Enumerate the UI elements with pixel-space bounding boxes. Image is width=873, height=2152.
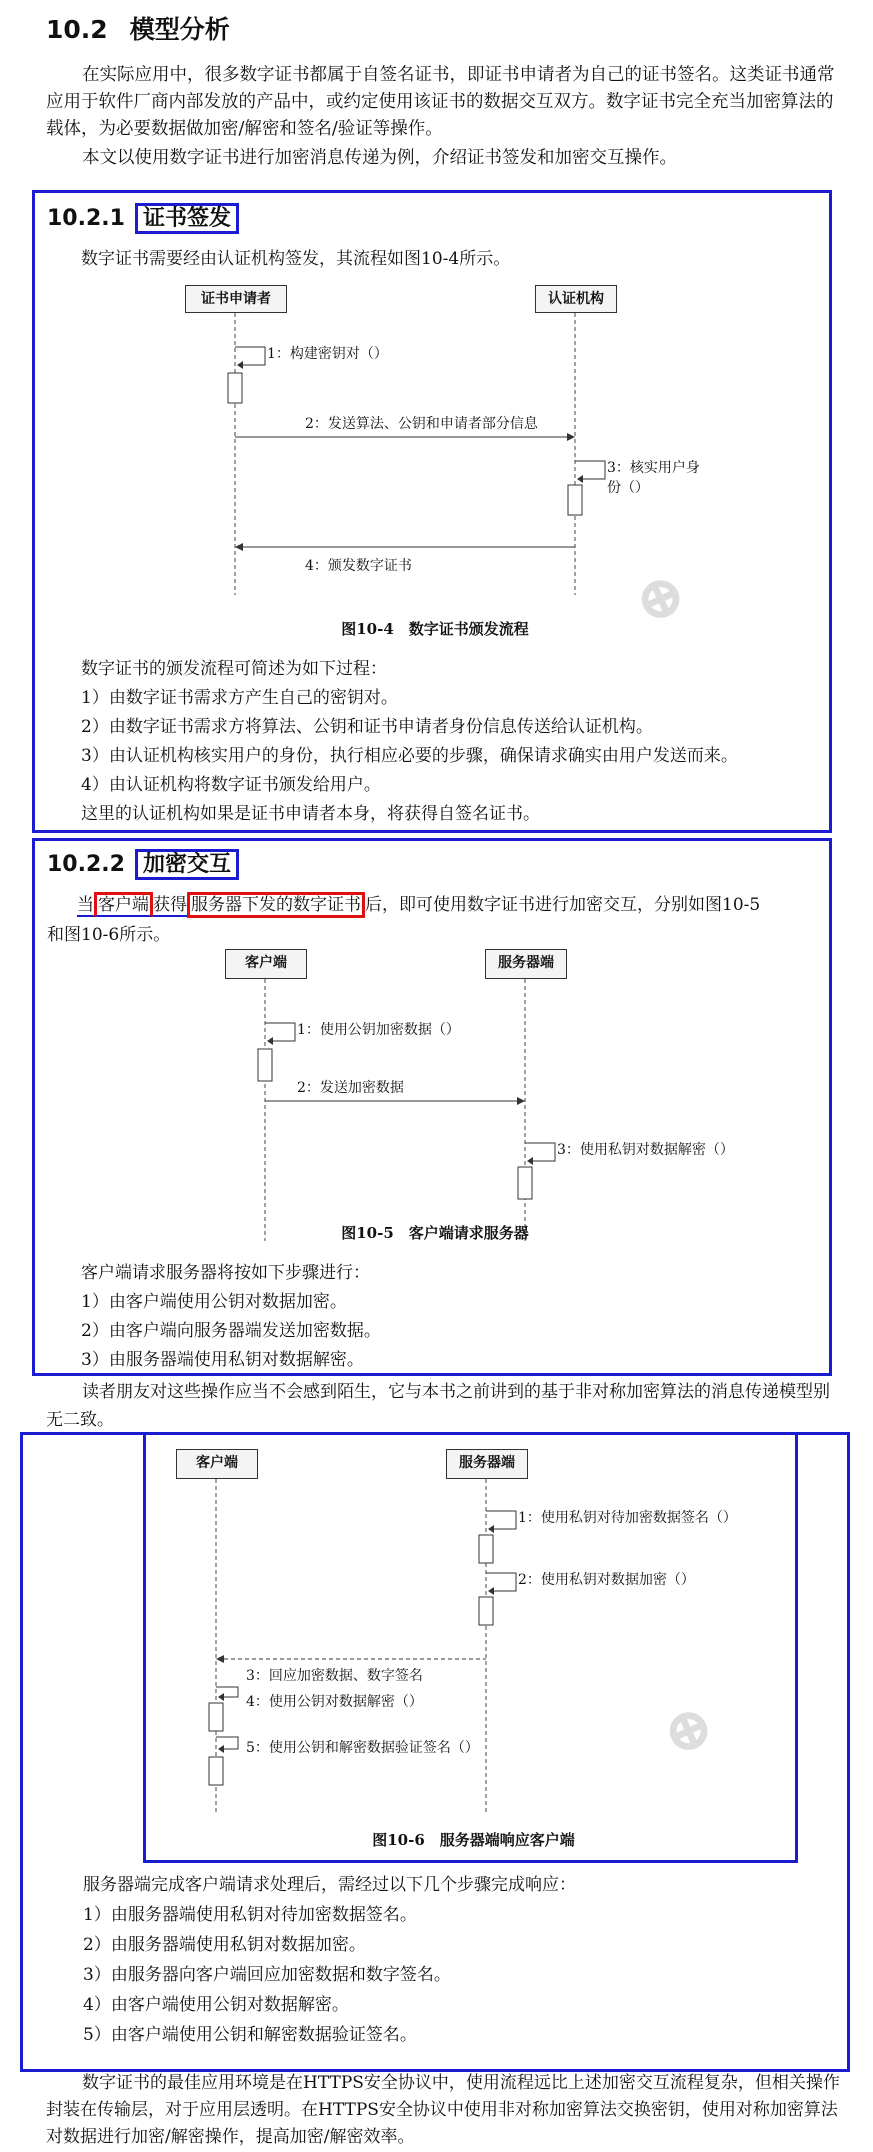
s2-intro-line-2: 和图10-6所示。: [47, 925, 171, 945]
intro-paragraph-1: 在实际应用中，很多数字证书都属于自签名证书，即证书申请者为自己的证书签名。这类证书通常应用于软件厂商内部发放的产品中，或约定使用该证书的数据交互双方。数字证书完全充当加密算法的载体，为必要数据做加密/解密和签名/验证等操作。: [46, 65, 835, 139]
message-2-label: 2：发送算法、公钥和申请者部分信息: [305, 416, 538, 432]
message-3-label: 3：回应加密数据、数字签名: [246, 1668, 423, 1684]
section-10-2-2-response-frame: [20, 1432, 850, 2072]
lifeline-box-server: 服务器端: [485, 949, 567, 979]
s2-step-1: 1）由客户端使用公钥对数据加密。: [81, 1292, 347, 1312]
message-3-label: 3：使用私钥对数据解密（）: [557, 1142, 734, 1158]
s3-step-4: 4）由客户端使用公钥对数据解密。: [83, 1995, 349, 2015]
lifeline-box-ca: 认证机构: [535, 285, 617, 313]
s1-step-5: 这里的认证机构如果是证书申请者本身，将获得自签名证书。: [81, 804, 540, 824]
s3-step-3: 3）由服务器向客户端回应加密数据和数字签名。: [83, 1965, 451, 1985]
message-1-label: 1：使用私钥对待加密数据签名（）: [518, 1510, 737, 1526]
s1-step-3: 3）由认证机构核实用户的身份，执行相应必要的步骤，确保请求确实由用户发送而来。: [81, 746, 738, 766]
section-10-2-1-frame: [32, 190, 832, 833]
message-5-label: 5：使用公钥和解密数据验证签名（）: [246, 1740, 479, 1756]
subsection-title-tag: 加密交互: [135, 849, 239, 880]
s2-step-0: 客户端请求服务器将按如下步骤进行：: [81, 1263, 370, 1283]
subsection-number: 10.2.1: [47, 206, 125, 231]
s1-step-0: 数字证书的颁发流程可简述为如下过程：: [81, 659, 387, 679]
s3-step-5: 5）由客户端使用公钥和解密数据验证签名。: [83, 2025, 417, 2045]
lifeline-box-client: 客户端: [176, 1449, 258, 1479]
message-4-label: 4：使用公钥对数据解密（）: [246, 1694, 423, 1710]
s2-step-3: 3）由服务器端使用私钥对数据解密。: [81, 1350, 364, 1370]
figure-10-5-caption: 图10-5 客户端请求服务器: [341, 1224, 529, 1242]
subsection-title-tag: 证书签发: [135, 203, 239, 234]
subsection-heading-10-2-2: [47, 847, 239, 878]
s1-step-1: 1）由数字证书需求方产生自己的密钥对。: [81, 688, 398, 708]
figure-10-4-caption: 图10-4 数字证书颁发流程: [341, 620, 529, 638]
lifeline-box-client: 客户端: [225, 949, 307, 979]
figure-10-6-caption: 图10-6 服务器端响应客户端: [372, 1831, 575, 1849]
message-4-label: 4：颁发数字证书: [305, 558, 412, 574]
watermark-seal: ⊕: [650, 1687, 726, 1773]
watermark-seal: ⊕: [622, 555, 698, 641]
s2-intro-prefix: 当: [77, 895, 94, 915]
s3-step-1: 1）由服务器端使用私钥对待加密数据签名。: [83, 1905, 417, 1925]
message-1-label: 1：构建密钥对（）: [267, 346, 388, 362]
highlight-server-certificate: 服务器下发的数字证书: [187, 892, 365, 918]
s3-step-0: 服务器端完成客户端请求处理后，需经过以下几个步骤完成响应：: [83, 1875, 576, 1895]
section-10-2-2-frame: [32, 838, 832, 1376]
figure-10-4: [155, 285, 705, 605]
s2-step-2: 2）由客户端向服务器端发送加密数据。: [81, 1321, 381, 1341]
subsection-number: 10.2.2: [47, 852, 125, 877]
subsection-heading-10-2-1: [47, 201, 239, 232]
intro-paragraph-2: 本文以使用数字证书进行加密消息传递为例，介绍证书签发和加密交互操作。: [82, 148, 677, 168]
message-1-label: 1：使用公钥加密数据（）: [297, 1022, 460, 1038]
message-2-label: 2：使用私钥对数据加密（）: [518, 1572, 695, 1588]
section-heading: [46, 10, 230, 46]
s2-after-paragraph: 读者朋友对这些操作应当不会感到陌生，它与本书之前讲到的基于非对称加密算法的消息传递模型别无二致。: [46, 1382, 830, 1430]
s1-lead-text: 数字证书需要经由认证机构签发，其流程如图10-4所示。: [81, 249, 511, 269]
closing-paragraph: 数字证书的最佳应用环境是在HTTPS安全协议中，使用流程远比上述加密交互流程复杂，但相关操作封装在传输层，对于应用层透明。在HTTPS安全协议中使用非对称加密算法交换密钥，使用对称加密算法对数据进行加密/解密操作，提高加密/解密效率。: [46, 2073, 840, 2147]
lifeline-box-applicant: 证书申请者: [185, 285, 287, 313]
sequence-diagram-10-4: [155, 285, 705, 605]
highlight-client: 客户端: [94, 892, 153, 917]
figure-10-6-frame: [143, 1435, 798, 1863]
message-2-label: 2：发送加密数据: [297, 1080, 404, 1096]
s3-step-2: 2）由服务器端使用私钥对数据加密。: [83, 1935, 366, 1955]
section-number: 10.2: [46, 15, 108, 44]
s1-step-4: 4）由认证机构将数字证书颁发给用户。: [81, 775, 381, 795]
s1-step-2: 2）由数字证书需求方将算法、公钥和证书申请者身份信息传送给认证机构。: [81, 717, 653, 737]
s2-intro-mid: 获得: [153, 895, 187, 915]
s2-intro-rest: 后，即可使用数字证书进行加密交互，分别如图10-5: [365, 895, 761, 915]
sequence-diagram-10-5: [185, 949, 745, 1249]
s2-intro-line: [77, 891, 760, 920]
lifeline-box-server: 服务器端: [446, 1449, 528, 1479]
message-3-label: 3：核实用户身份（）: [607, 460, 700, 496]
section-title: 模型分析: [129, 15, 230, 44]
sequence-diagram-10-6: [146, 1435, 801, 1863]
figure-10-5: [185, 949, 745, 1249]
